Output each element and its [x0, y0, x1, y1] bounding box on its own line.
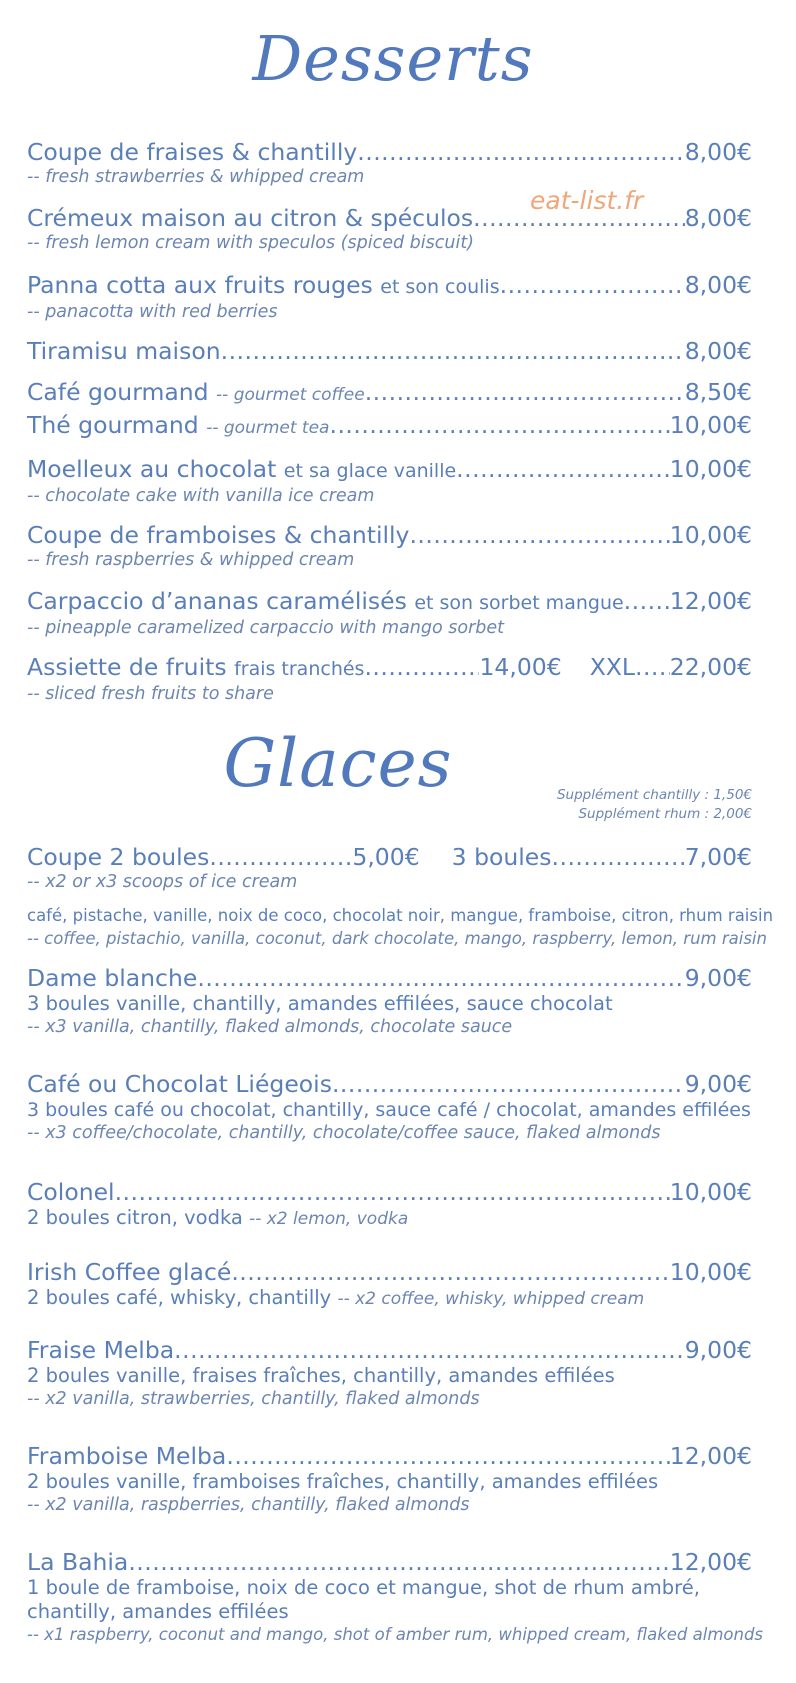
watermark: eat-list.fr — [530, 186, 644, 215]
item-price: 5,00€ — [352, 843, 420, 871]
item-suffix: et son sorbet mangue — [414, 592, 624, 614]
item-price: 10,00€ — [669, 521, 752, 549]
item-price: 10,00€ — [669, 455, 752, 483]
item-name: Coupe de fraises & chantilly — [27, 138, 358, 166]
menu-item — [27, 587, 752, 639]
item-translation: -- x2 coffee, whisky, whipped cream — [337, 1289, 645, 1309]
menu-item — [27, 1336, 752, 1410]
item-name: Coupe de framboises & chantilly — [27, 521, 410, 549]
menu-item — [27, 378, 752, 409]
menu-item — [27, 204, 752, 254]
item-name: Thé gourmand — [27, 411, 199, 439]
menu-item — [27, 337, 752, 365]
menu-item — [27, 843, 752, 893]
menu-item — [27, 455, 752, 507]
item-price: 10,00€ — [669, 411, 752, 439]
item-name: Café gourmand — [27, 378, 209, 406]
item-suffix: frais tranchés — [234, 658, 365, 680]
item-translation: -- sliced fresh fruits to share — [27, 684, 274, 704]
item-name: Dame blanche — [27, 964, 198, 992]
menu-item — [27, 1548, 764, 1646]
item-description: 2 boules vanille, framboises fraîches, chantilly, amandes effilées — [27, 1470, 659, 1493]
glaces-title: Glaces — [223, 725, 453, 802]
item-name: Coupe 2 boules — [27, 843, 210, 871]
flavours-fr: café, pistache, vanille, noix de coco, chocolat noir, mangue, framboise, citron, rhum raisin — [27, 906, 774, 925]
supplement-chantilly: Supplément chantilly : 1,50€ — [556, 787, 752, 803]
supplement-rhum: Supplément rhum : 2,00€ — [578, 806, 752, 822]
item-price: 12,00€ — [669, 1442, 752, 1470]
item-translation: -- x2 lemon, vodka — [249, 1209, 409, 1229]
item-name: Carpaccio d’ananas caramélisés — [27, 587, 407, 615]
item-translation: -- fresh raspberries & whipped cream — [27, 550, 355, 570]
desserts-title: Desserts — [252, 22, 534, 95]
item-price: 8,00€ — [684, 138, 752, 166]
item-name: Panna cotta aux fruits rouges — [27, 271, 373, 299]
menu-item — [27, 964, 752, 1038]
item-suffix: et sa glace vanille — [283, 460, 457, 482]
item-translation: -- x3 coffee/chocolate, chantilly, chocolate/coffee sauce, flaked almonds — [27, 1123, 661, 1143]
item-translation: -- x1 raspberry, coconut and mango, shot of amber rum, whipped cream, flaked almonds — [27, 1625, 764, 1644]
menu-item — [27, 521, 752, 571]
item-name: Assiette de fruits — [27, 653, 227, 681]
item-description: 2 boules vanille, fraises fraîches, chantilly, amandes effilées — [27, 1364, 615, 1387]
item-price: 10,00€ — [669, 1178, 752, 1206]
item-name: Fraise Melba — [27, 1336, 175, 1364]
item-price: 8,00€ — [684, 204, 752, 232]
xxl-label: XXL — [589, 653, 635, 681]
item-price: 9,00€ — [684, 964, 752, 992]
xxl-price: 22,00€ — [669, 653, 752, 681]
item-price: 8,50€ — [684, 378, 752, 406]
item-price: 8,00€ — [684, 271, 752, 299]
item-name: La Bahia — [27, 1548, 129, 1576]
item-price: 8,00€ — [684, 337, 752, 365]
item-price: 12,00€ — [669, 587, 752, 615]
item-translation: -- x2 vanilla, strawberries, chantilly, flaked almonds — [27, 1389, 480, 1409]
item-name: Crémeux maison au citron & spéculos — [27, 204, 474, 232]
flavours — [27, 905, 774, 951]
item-translation: -- x2 or x3 scoops of ice cream — [27, 872, 298, 892]
item-translation: -- fresh lemon cream with speculos (spiced biscuit) — [27, 233, 475, 253]
menu-item — [27, 271, 752, 323]
item-description: 2 boules citron, vodka — [27, 1206, 243, 1229]
item-price: 12,00€ — [669, 1548, 752, 1576]
item-price: 10,00€ — [669, 1258, 752, 1286]
item-translation: -- chocolate cake with vanilla ice cream — [27, 486, 375, 506]
item-description: 3 boules vanille, chantilly, amandes effilées, sauce chocolat — [27, 992, 613, 1015]
item-suffix: et son coulis — [380, 276, 500, 298]
menu-item — [27, 1258, 752, 1311]
item-translation: -- gourmet tea — [206, 418, 330, 438]
item-price: 14,00€ — [479, 653, 562, 681]
item-translation: -- gourmet coffee — [216, 385, 365, 405]
item-price: 9,00€ — [684, 1070, 752, 1098]
flavours-en: -- coffee, pistachio, vanilla, coconut, dark chocolate, mango, raspberry, lemon, rum raisin — [27, 929, 767, 948]
item-translation: -- x3 vanilla, chantilly, flaked almonds, chocolate sauce — [27, 1017, 513, 1037]
item-description: 3 boules café ou chocolat, chantilly, sauce café / chocolat, amandes effilées — [27, 1099, 751, 1121]
menu-item — [27, 1070, 752, 1144]
menu-item — [27, 653, 752, 705]
item-translation: -- panacotta with red berries — [27, 302, 278, 322]
item-translation: -- x2 vanilla, raspberries, chantilly, flaked almonds — [27, 1495, 470, 1515]
item-price-3: 7,00€ — [684, 843, 752, 871]
menu-item — [27, 1178, 752, 1231]
item-price: 9,00€ — [684, 1336, 752, 1364]
item-translation: -- fresh strawberries & whipped cream — [27, 167, 365, 187]
item-name: Moelleux au chocolat — [27, 455, 277, 483]
item-description: 2 boules café, whisky, chantilly — [27, 1286, 332, 1309]
item-description-2: chantilly, amandes effilées — [27, 1600, 289, 1623]
item-name: Tiramisu maison — [27, 337, 221, 365]
item-name-3: 3 boules — [451, 843, 552, 871]
menu-item — [27, 138, 752, 188]
item-name: Colonel — [27, 1178, 115, 1206]
item-name: Café ou Chocolat Liégeois — [27, 1070, 332, 1098]
menu-item — [27, 411, 752, 442]
supplements — [557, 786, 752, 824]
item-description: 1 boule de framboise, noix de coco et mangue, shot de rhum ambré, — [27, 1576, 700, 1599]
item-translation: -- pineapple caramelized carpaccio with mango sorbet — [27, 618, 505, 638]
item-name: Irish Coffee glacé — [27, 1258, 232, 1286]
menu-item — [27, 1442, 752, 1516]
item-name: Framboise Melba — [27, 1442, 227, 1470]
